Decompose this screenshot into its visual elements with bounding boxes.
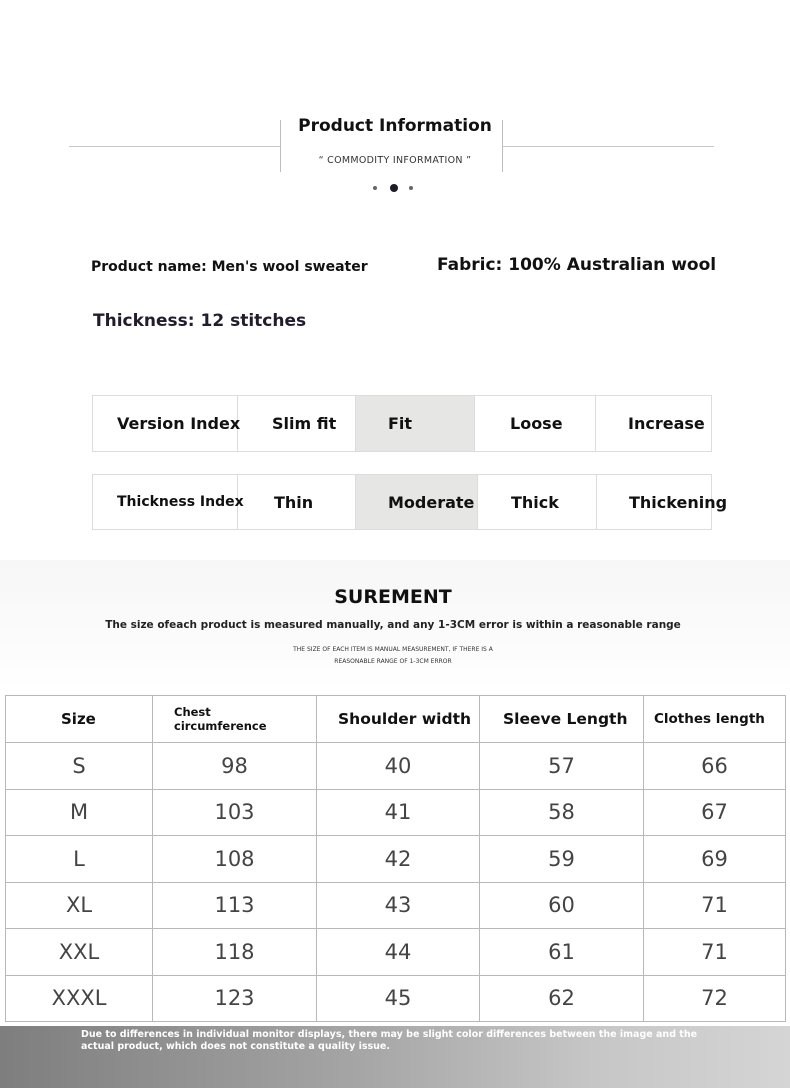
table-cell: XXXL (6, 975, 153, 1022)
fabric-info: Fabric: 100% Australian wool (437, 255, 717, 275)
thickness-option-thick: Thick (478, 475, 597, 529)
table-row (6, 743, 786, 790)
size-table-body (6, 743, 786, 1022)
measurement-note: The size ofeach product is measured manually, and any 1-3CM error is within a reasonable range (105, 619, 681, 631)
table-cell: 69 (644, 836, 786, 883)
table-cell: 62 (480, 975, 644, 1022)
table-cell: 44 (317, 929, 480, 976)
disclaimer-text: Due to differences in individual monitor displays, there may be slight color differences between the image and the actual product, which does not constitute a quality issue. (81, 1029, 698, 1052)
thickness-option-thin: Thin (238, 475, 356, 529)
table-row (6, 882, 786, 929)
table-cell: 71 (644, 882, 786, 929)
table-row (6, 836, 786, 883)
table-cell: 41 (317, 789, 480, 836)
table-cell: 103 (153, 789, 317, 836)
table-cell: 42 (317, 836, 480, 883)
table-cell: 113 (153, 882, 317, 929)
table-cell: 108 (153, 836, 317, 883)
table-row (6, 975, 786, 1022)
thickness-option-moderate: Moderate (356, 475, 478, 529)
header-sleeve: Sleeve Length (480, 696, 644, 743)
thickness-index-label: Thickness Index (93, 475, 238, 529)
table-cell: 118 (153, 929, 317, 976)
decor-dot-right (409, 186, 413, 190)
disclaimer-banner (0, 1026, 790, 1088)
thickness-index-row (92, 474, 728, 530)
table-cell: 61 (480, 929, 644, 976)
thickness-info: Thickness: 12 stitches (93, 311, 307, 331)
table-cell: 67 (644, 789, 786, 836)
table-cell: L (6, 836, 153, 883)
table-cell: 58 (480, 789, 644, 836)
table-cell: 71 (644, 929, 786, 976)
product-name: Product name: Men's wool sweater (91, 259, 368, 275)
table-cell: 45 (317, 975, 480, 1022)
table-cell: XXL (6, 929, 153, 976)
thickness-option-thickening: Thickening (629, 492, 728, 512)
table-cell: 43 (317, 882, 480, 929)
table-cell: 123 (153, 975, 317, 1022)
table-cell: S (6, 743, 153, 790)
section-subtitle: “ COMMODITY INFORMATION ” (318, 155, 472, 166)
size-table (5, 695, 786, 1022)
table-cell: 98 (153, 743, 317, 790)
measurement-title: SUREMENT (334, 586, 452, 608)
table-cell: 66 (644, 743, 786, 790)
size-table-header (6, 696, 786, 743)
version-index-row (92, 395, 712, 452)
header-rule-right (503, 146, 714, 147)
decor-dot-left (373, 186, 377, 190)
table-cell: 40 (317, 743, 480, 790)
version-index-label: Version Index (93, 396, 238, 451)
header-chest: Chest circumference (153, 696, 317, 743)
table-cell: 72 (644, 975, 786, 1022)
table-cell: 57 (480, 743, 644, 790)
version-option-loose: Loose (475, 396, 596, 451)
measurement-small-note-1: THE SIZE OF EACH ITEM IS MANUAL MEASUREMENT, IF THERE IS A (293, 646, 493, 653)
header-clothes: Clothes length (644, 696, 786, 743)
section-title: Product Information (298, 116, 492, 136)
decor-dot-center (390, 184, 398, 192)
table-row (6, 929, 786, 976)
version-option-increase: Increase (628, 414, 705, 433)
version-option-fit: Fit (356, 396, 475, 451)
header-size: Size (6, 696, 153, 743)
table-cell: M (6, 789, 153, 836)
table-cell: XL (6, 882, 153, 929)
table-row (6, 789, 786, 836)
measurement-small-note-2: REASONABLE RANGE OF 1-3CM ERROR (334, 658, 452, 665)
header-rule-left (69, 146, 280, 147)
table-cell: 59 (480, 836, 644, 883)
version-option-slim-fit: Slim fit (238, 396, 356, 451)
table-cell: 60 (480, 882, 644, 929)
header-shoulder: Shoulder width (317, 696, 480, 743)
